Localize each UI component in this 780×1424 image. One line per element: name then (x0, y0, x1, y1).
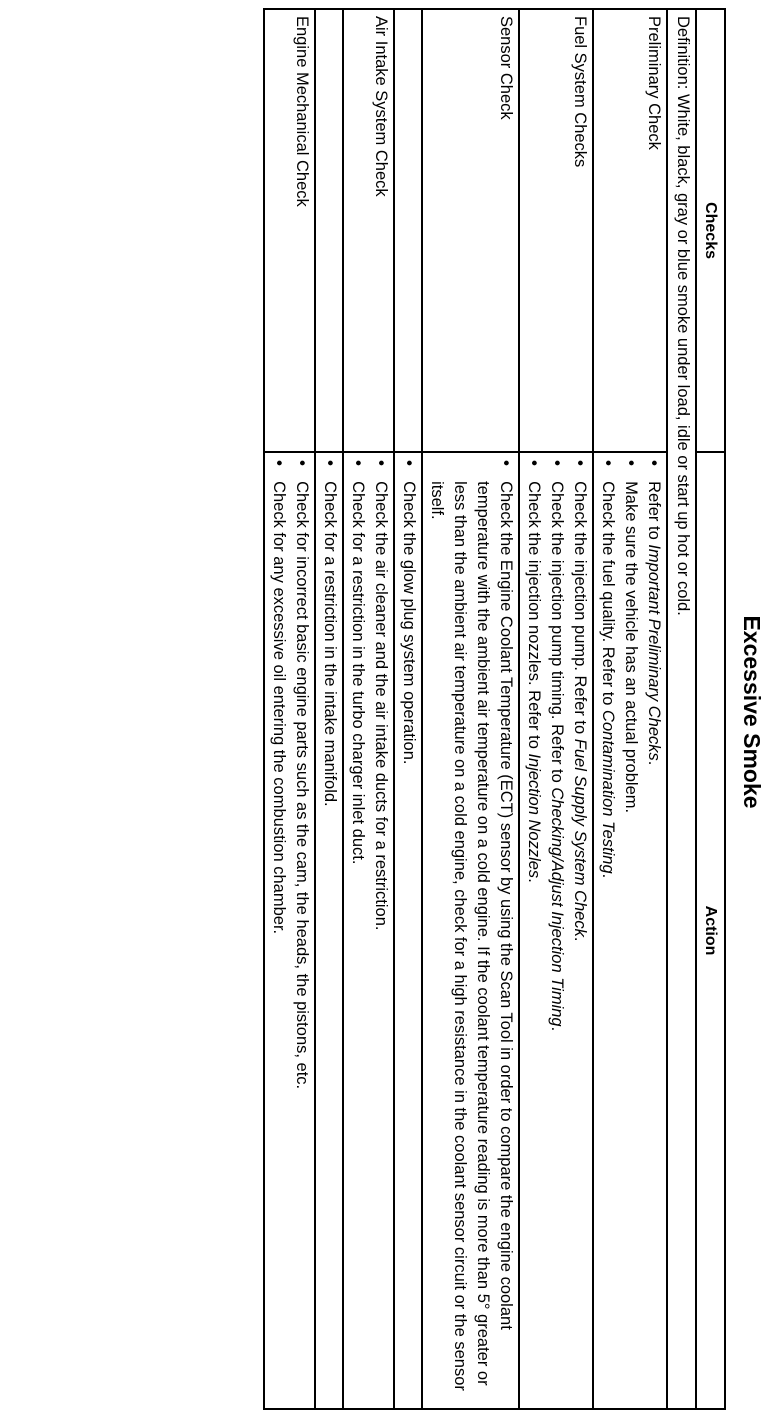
action-text: Make sure the vehicle has an actual problem. (622, 481, 640, 814)
diagnosis-table (263, 8, 726, 1410)
action-item (290, 459, 313, 1402)
action-list (318, 459, 341, 1402)
page-title: Excessive Smoke (739, 615, 765, 809)
check-label: Engine Mechanical Check (293, 16, 311, 207)
action-text: Refer to (645, 481, 663, 545)
check-cell (593, 9, 667, 452)
definition-row (667, 9, 696, 1409)
check-label: Fuel System Checks (571, 16, 589, 168)
table-row (519, 9, 593, 1409)
action-cell (343, 452, 394, 1409)
action-text: Check the injection pump timing. Refer to (548, 481, 566, 788)
action-item (642, 459, 665, 1402)
table-row (422, 9, 519, 1409)
check-label: Preliminary Check (645, 16, 663, 150)
table-row (264, 9, 315, 1409)
action-item (397, 459, 420, 1402)
header-row (696, 9, 725, 1409)
action-text-tail: . (599, 873, 617, 879)
action-cell (593, 452, 667, 1409)
action-item (619, 459, 642, 1402)
check-cell (315, 9, 343, 452)
action-text: Check the Engine Coolant Temperature (ECT) sensor by using the Scan Tool in order to compare the engine coolant temperature with the ambient air temperature on a cold engine. If the coolant temperature reading is more than 5° greater or less than the ambient air temperature on a cold engine, check for a high resistance in the coolant sensor circuit or the sensor itself. (428, 481, 515, 1391)
action-text: Check for a restriction in the turbo charger inlet duct. (349, 481, 367, 865)
action-item (346, 459, 369, 1402)
table-row (394, 9, 422, 1409)
action-text-tail: . (548, 1026, 566, 1032)
check-cell (264, 9, 315, 452)
action-item (267, 459, 290, 1402)
reference-link[interactable]: Important Preliminary Checks (645, 544, 663, 761)
check-cell (343, 9, 394, 452)
reference-link[interactable]: Contamination Testing (599, 710, 617, 874)
check-label: Air Intake System Check (372, 16, 390, 197)
action-text: Check the injection pump. Refer to (571, 481, 589, 739)
reference-link[interactable]: Injection Nozzles (525, 753, 543, 879)
action-text-tail: . (571, 936, 589, 942)
definition-text: Definition: White, black, gray or blue smoke under load, idle or start up hot or cold. (667, 9, 696, 1409)
action-text: Check the injection nozzles. Refer to (525, 481, 543, 754)
action-list (425, 459, 517, 1402)
action-item (522, 459, 545, 1402)
action-cell (315, 452, 343, 1409)
action-cell (519, 452, 593, 1409)
action-text: Check the air cleaner and the air intake ducts for a restriction. (372, 481, 390, 931)
action-item (568, 459, 591, 1402)
action-item (318, 459, 341, 1402)
table-row (343, 9, 394, 1409)
action-text-tail: . (525, 878, 543, 883)
action-cell (394, 452, 422, 1409)
check-cell (394, 9, 422, 452)
action-item (596, 459, 619, 1402)
table-row (315, 9, 343, 1409)
check-label: Sensor Check (497, 16, 515, 120)
action-item (545, 459, 568, 1402)
action-list (522, 459, 591, 1402)
action-list (397, 459, 420, 1402)
action-text: Check for any excessive oil entering the combustion chamber. (270, 481, 288, 935)
check-cell (422, 9, 519, 452)
action-text: Check for incorrect basic engine parts such as the cam, the heads, the pistons, etc. (293, 481, 311, 1090)
check-cell (519, 9, 593, 452)
action-cell (422, 452, 519, 1409)
action-text: Check for a restriction in the intake manifold. (321, 481, 339, 807)
action-list (267, 459, 313, 1402)
action-item (369, 459, 392, 1402)
action-list (346, 459, 392, 1402)
reference-link[interactable]: Fuel Supply System Check (571, 738, 589, 937)
table-row (593, 9, 667, 1409)
checks-header: Checks (696, 9, 725, 452)
action-cell (264, 452, 315, 1409)
action-text-tail: . (645, 760, 663, 766)
action-text: Check the glow plug system operation. (400, 481, 418, 765)
action-header: Action (696, 452, 725, 1409)
reference-link[interactable]: Checking/Adjust Injection Timing (548, 787, 566, 1027)
action-item (425, 459, 517, 1402)
action-text: Check the fuel quality. Refer to (599, 481, 617, 711)
action-list (596, 459, 665, 1402)
